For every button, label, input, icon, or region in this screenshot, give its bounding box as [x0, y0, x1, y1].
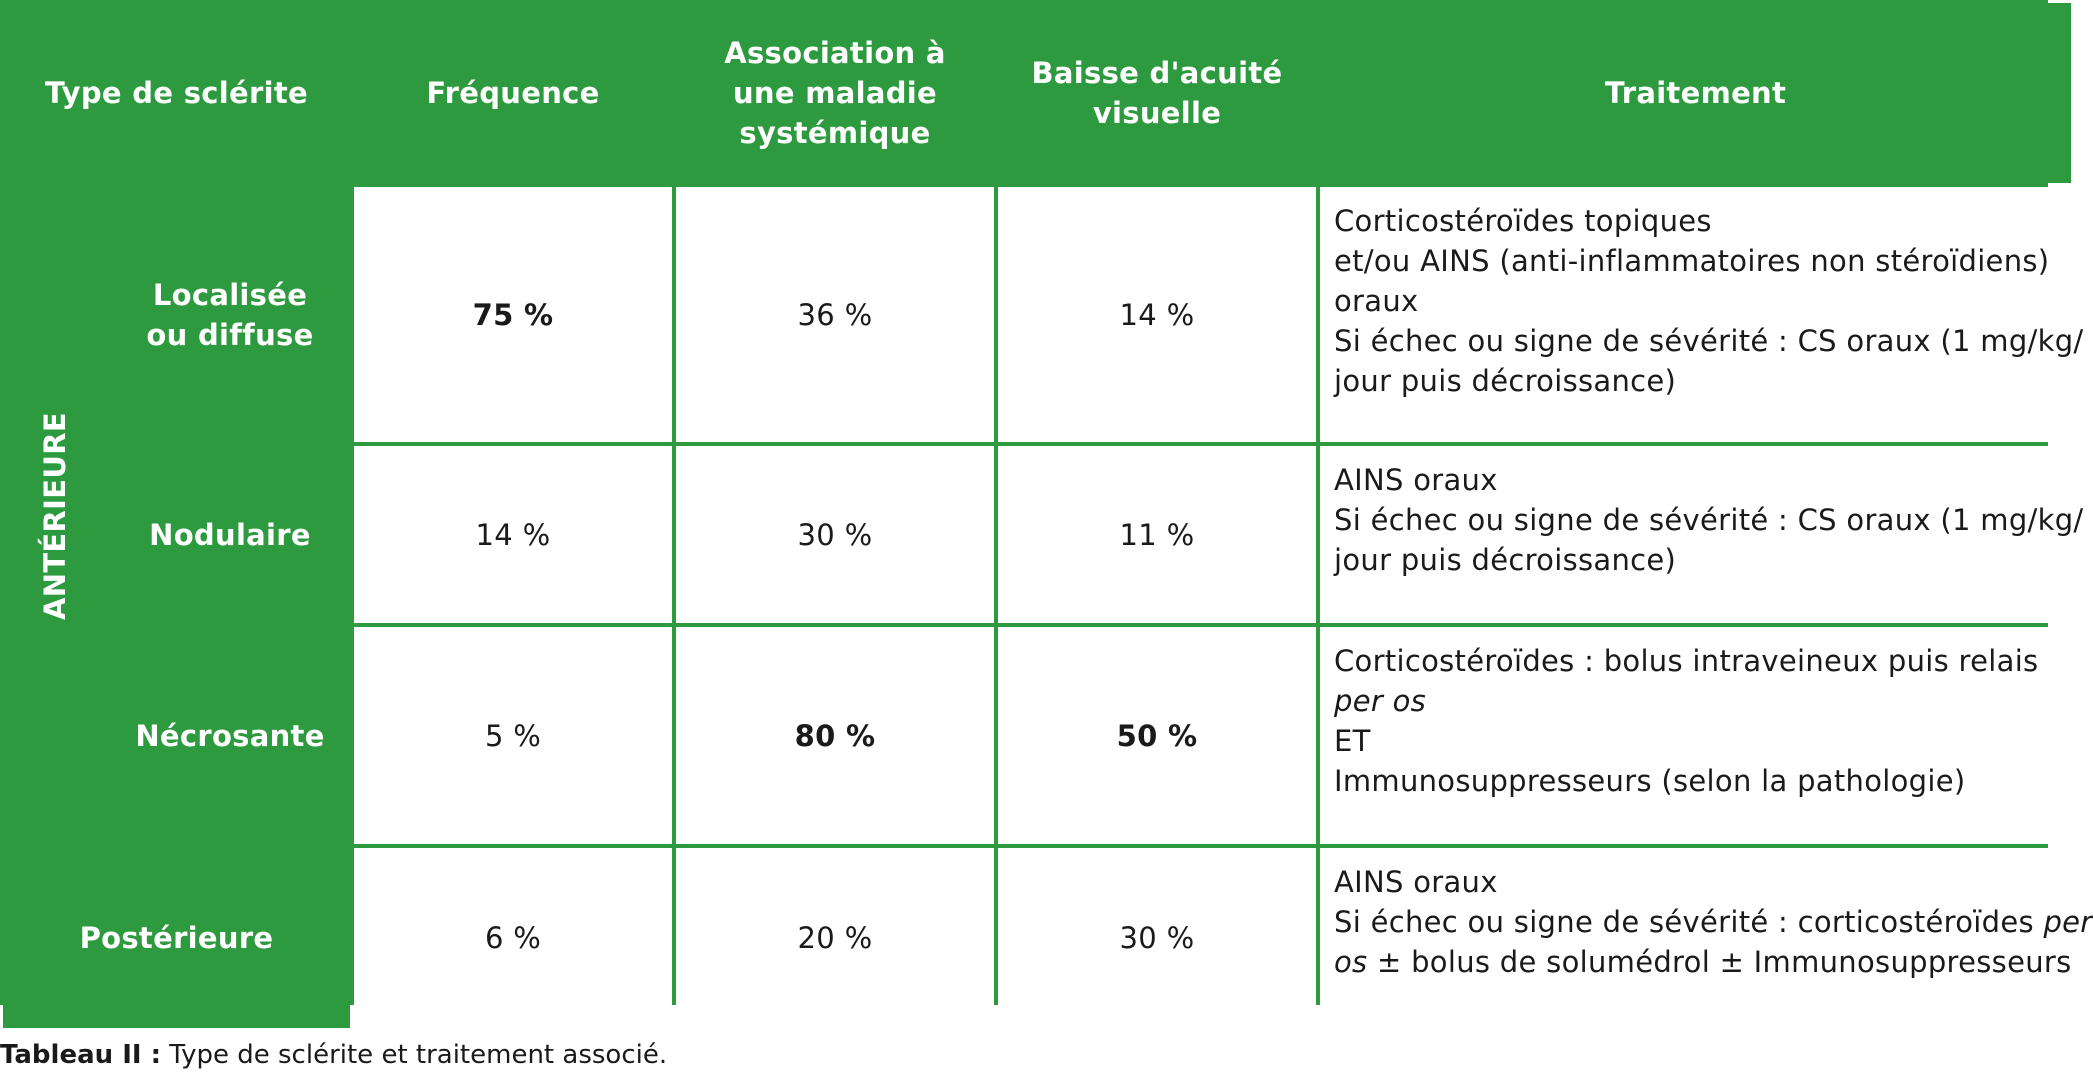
row-posterior-acuity: 30 % — [998, 848, 1316, 1028]
treatment-text: ± bolus de solumédrol ± Immunosuppresseurs — [1367, 945, 2072, 979]
row-localized-frequency: 75 % — [354, 187, 672, 442]
row-necrotizing-name — [110, 627, 350, 844]
header-acuity-line1: Baisse d'acuité — [1031, 56, 1283, 90]
treatment-line: Si échec ou signe de sévérité : CS oraux (1 mg/kg/ — [1334, 503, 2084, 537]
row-necrotizing-frequency: 5 % — [354, 627, 672, 844]
row-posterior-treatment — [1320, 848, 2093, 1028]
row-nodular-name-label: Nodulaire — [149, 517, 311, 552]
treatment-line — [1334, 942, 2072, 982]
header-frequency — [354, 3, 672, 183]
treatment-line: Immunosuppresseurs (selon la pathologie) — [1334, 764, 1966, 798]
row-nodular-treatment — [1320, 446, 2084, 623]
treatment-line: AINS oraux — [1334, 865, 1498, 899]
treatment-line: et/ou AINS (anti-inflammatoires non stéroïdiens) — [1334, 244, 2050, 278]
row-localized-name-line1: Localisée — [152, 277, 308, 312]
row-localized-treatment — [1320, 187, 2084, 442]
row-posterior-systemic: 20 % — [676, 848, 994, 1028]
row-localized-name-line2: ou diffuse — [146, 317, 314, 352]
treatment-line: Corticostéroïdes topiques — [1334, 204, 1712, 238]
row-nodular-systemic: 30 % — [676, 446, 994, 623]
treatment-line: ET — [1334, 724, 1371, 758]
treatment-line: jour puis décroissance) — [1334, 364, 1677, 398]
treatment-line: Si échec ou signe de sévérité : CS oraux (1 mg/kg/ — [1334, 324, 2084, 358]
row-localized-systemic: 36 % — [676, 187, 994, 442]
header-systemic-line3: systémique — [739, 116, 931, 150]
row-nodular-acuity: 11 % — [998, 446, 1316, 623]
header-frequency-label: Fréquence — [426, 76, 600, 110]
header-treatment-label: Traitement — [1604, 76, 1787, 110]
header-treatment — [1320, 3, 2071, 183]
treatment-text-italic: os — [1334, 945, 1368, 979]
treatment-text-italic: per — [2043, 905, 2093, 939]
caption-text: Type de sclérite et traitement associé. — [161, 1040, 668, 1070]
row-nodular-name — [110, 446, 350, 623]
row-posterior-frequency: 6 % — [354, 848, 672, 1028]
caption-label: Tableau II : — [0, 1040, 161, 1070]
header-systemic — [676, 3, 994, 183]
treatment-line — [1334, 902, 2093, 942]
treatment-line: oraux — [1334, 284, 1419, 318]
row-necrotizing-acuity: 50 % — [998, 627, 1316, 844]
header-type — [3, 3, 350, 183]
header-acuity-line2: visuelle — [1092, 96, 1222, 130]
header-systemic-line2: une maladie — [732, 76, 938, 110]
row-posterior-name-label: Postérieure — [79, 921, 274, 955]
row-necrotizing-treatment — [1320, 627, 2071, 844]
treatment-line-italic: per os — [1334, 684, 1427, 718]
row-localized-acuity: 14 % — [998, 187, 1316, 442]
row-localized-name — [110, 187, 350, 442]
row-necrotizing-name-label: Nécrosante — [135, 718, 325, 753]
treatment-line: jour puis décroissance) — [1334, 543, 1677, 577]
table-caption — [0, 1040, 667, 1070]
row-necrotizing-systemic: 80 % — [676, 627, 994, 844]
header-systemic-line1: Association à — [724, 36, 946, 70]
treatment-line: Corticostéroïdes : bolus intraveineux puis relais — [1334, 644, 2039, 678]
group-anterior — [3, 187, 106, 844]
row-posterior-name — [3, 848, 350, 1028]
group-anterior-label: ANTÉRIEURE — [37, 411, 72, 620]
row-nodular-frequency: 14 % — [354, 446, 672, 623]
treatment-line: AINS oraux — [1334, 463, 1498, 497]
header-type-label: Type de sclérite — [45, 76, 308, 110]
header-acuity — [998, 3, 1316, 183]
treatment-text: Si échec ou signe de sévérité : corticostéroïdes — [1334, 905, 2044, 939]
